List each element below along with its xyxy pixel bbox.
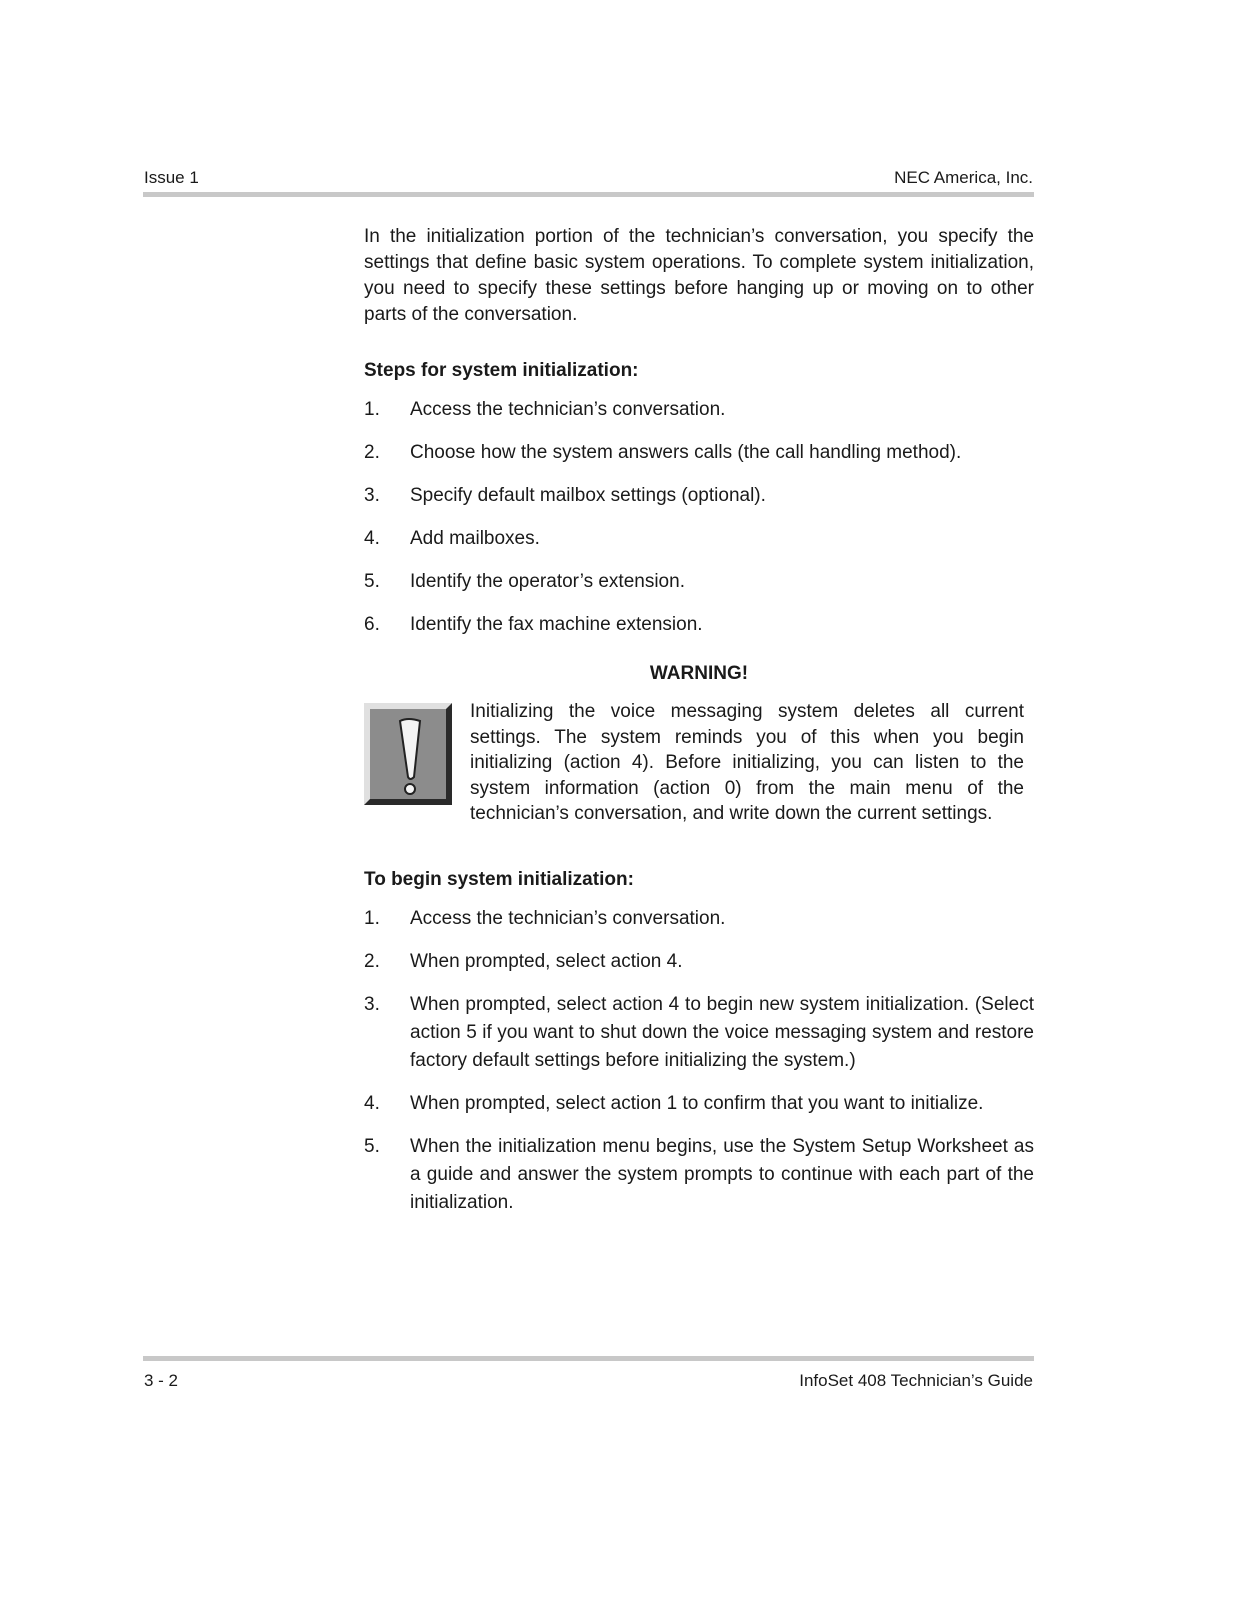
- list-item: [364, 525, 1034, 553]
- step-number: 2.: [364, 442, 380, 463]
- list-item: [364, 396, 1034, 424]
- footer-title: InfoSet 408 Technician’s Guide: [799, 1371, 1033, 1390]
- warning-text: Initializing the voice messaging system deletes all current settings. The system reminds you of this when you begin initializing (action 4). Before initializing, you can listen to the system information (action 0) from the main menu of the technician’s conversation, and write down the current settings.: [470, 701, 1024, 824]
- list-item: [364, 905, 1034, 933]
- list-item: [364, 568, 1034, 596]
- list-item: [364, 991, 1034, 1075]
- step-number: 4.: [364, 528, 380, 549]
- step-number: 3.: [364, 993, 380, 1015]
- step-text: Identify the operator’s extension.: [410, 571, 685, 592]
- page-content: [364, 224, 1034, 1232]
- warning-title: WARNING!: [649, 663, 749, 684]
- warning-box: [364, 699, 1034, 827]
- step-text: When the initialization menu begins, use the System Setup Worksheet as a guide and answer the system prompts to continue with each part of the initialization.: [410, 1135, 1034, 1213]
- section-title-steps: Steps for system initialization:: [364, 360, 639, 381]
- step-text: Choose how the system answers calls (the call handling method).: [410, 442, 962, 463]
- list-item: [364, 948, 1034, 976]
- intro-paragraph: In the initialization portion of the technician’s conversation, you specify the settings that define basic system operations. To complete system initialization, you need to specify these settings before hanging up or moving on to other parts of the conversation.: [364, 226, 1034, 325]
- step-number: 5.: [364, 1135, 380, 1157]
- steps-list: [364, 396, 1034, 639]
- step-number: 5.: [364, 571, 380, 592]
- step-text: Access the technician’s conversation.: [410, 907, 726, 929]
- footer-rule: [143, 1356, 1034, 1361]
- list-item: [364, 439, 1034, 467]
- section-title-begin: To begin system initialization:: [364, 868, 634, 890]
- step-number: 1.: [364, 399, 380, 420]
- begin-steps-list: [364, 905, 1034, 1217]
- step-number: 4.: [364, 1092, 380, 1114]
- list-item: [364, 611, 1034, 639]
- step-text: When prompted, select action 4 to begin new system initialization. (Select action 5 if you want to shut down the voice messaging system and restore factory default settings before initializing the system.): [410, 993, 1034, 1071]
- exclamation-warning-icon: [364, 703, 452, 805]
- step-text: When prompted, select action 1 to confirm that you want to initialize.: [410, 1092, 984, 1114]
- step-text: Specify default mailbox settings (optional).: [410, 485, 766, 506]
- step-text: Identify the fax machine extension.: [410, 614, 703, 635]
- step-number: 1.: [364, 907, 380, 929]
- list-item: [364, 482, 1034, 510]
- header-issue: Issue 1: [144, 168, 199, 187]
- step-number: 3.: [364, 485, 380, 506]
- step-text: When prompted, select action 4.: [410, 950, 683, 972]
- step-number: 6.: [364, 614, 380, 635]
- list-item: [364, 1133, 1034, 1217]
- header-rule: [143, 192, 1034, 197]
- page-number: 3 - 2: [144, 1371, 179, 1390]
- list-item: [364, 1090, 1034, 1118]
- header-company: NEC America, Inc.: [894, 168, 1033, 187]
- step-text: Access the technician’s conversation.: [410, 399, 726, 420]
- step-number: 2.: [364, 950, 380, 972]
- step-text: Add mailboxes.: [410, 528, 540, 549]
